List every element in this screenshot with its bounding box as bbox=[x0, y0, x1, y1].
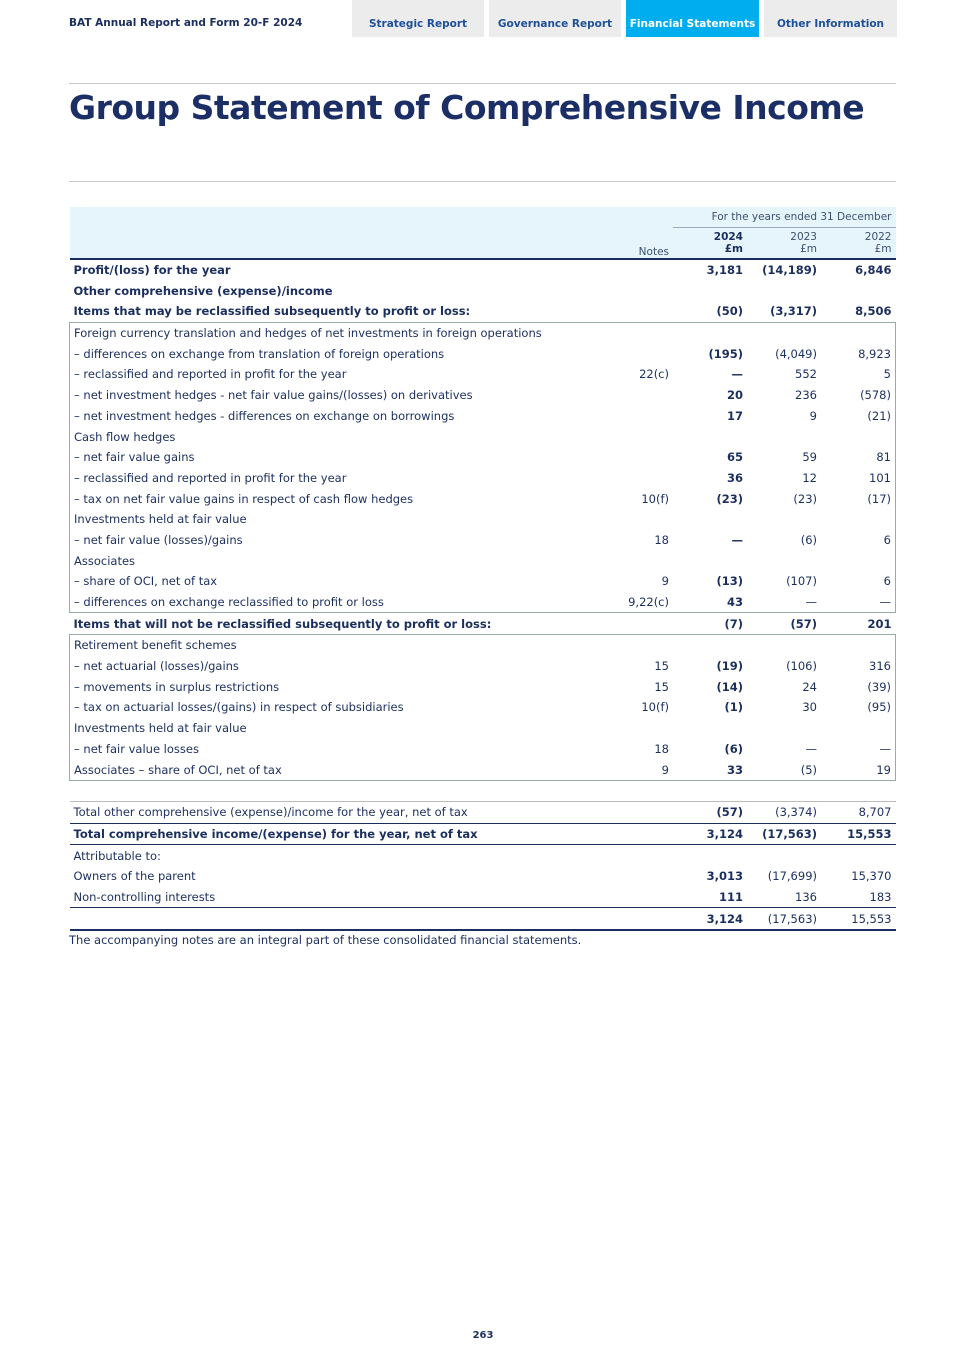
value-2023: (6) bbox=[800, 532, 817, 547]
row-note bbox=[575, 845, 673, 866]
table-row bbox=[70, 259, 896, 281]
table-row bbox=[70, 280, 896, 301]
tab-governance-report[interactable]: Governance Report bbox=[489, 0, 621, 37]
value-2023: 59 bbox=[802, 450, 817, 465]
value-2024: — bbox=[731, 367, 743, 382]
value-2023: (3,317) bbox=[770, 304, 817, 319]
value-2024 bbox=[673, 780, 747, 801]
row-label: Associates – share of OCI, net of tax bbox=[70, 759, 576, 780]
row-label: Profit/(loss) for the year bbox=[73, 263, 231, 278]
report-brand: BAT Annual Report and Form 20-F 2024 bbox=[69, 17, 303, 29]
row-note: 9 bbox=[575, 759, 673, 780]
value-2022 bbox=[821, 845, 896, 866]
footnote: The accompanying notes are an integral part of these consolidated financial statements. bbox=[69, 933, 582, 947]
row-note bbox=[575, 908, 673, 930]
value-2023: (57) bbox=[790, 616, 817, 631]
value-2024: (14) bbox=[716, 679, 743, 694]
row-note: 9 bbox=[661, 574, 669, 589]
row-note: 10(f) bbox=[641, 700, 669, 715]
row-note bbox=[575, 406, 673, 427]
table-row bbox=[70, 488, 896, 509]
value-2023: (107) bbox=[786, 574, 817, 589]
value-2022: (39) bbox=[821, 676, 896, 697]
value-2023: (17,563) bbox=[747, 908, 821, 930]
row-note: 18 bbox=[654, 532, 669, 547]
table-row bbox=[70, 780, 896, 801]
table-row bbox=[70, 635, 896, 656]
value-2023: 24 bbox=[802, 679, 817, 694]
value-2022: (21) bbox=[821, 406, 896, 427]
table-row bbox=[70, 343, 896, 364]
row-note bbox=[575, 343, 673, 364]
value-2022: 201 bbox=[867, 616, 892, 631]
value-2022 bbox=[821, 322, 896, 343]
value-2022 bbox=[821, 280, 896, 301]
table-row bbox=[70, 550, 896, 571]
value-2024: 17 bbox=[726, 408, 743, 423]
value-2022: 183 bbox=[821, 887, 896, 908]
row-note bbox=[575, 887, 673, 908]
value-2024: — bbox=[731, 532, 743, 547]
value-2022: 6 bbox=[821, 571, 896, 592]
row-label bbox=[70, 780, 576, 801]
row-label: – movements in surplus restrictions bbox=[70, 676, 576, 697]
value-2024: (195) bbox=[708, 346, 743, 361]
row-label: Items that will not be reclassified subsequently to profit or loss: bbox=[73, 616, 492, 631]
value-2023: (106) bbox=[786, 659, 817, 674]
value-2022 bbox=[821, 635, 896, 656]
value-2022 bbox=[821, 780, 896, 801]
row-label: – share of OCI, net of tax bbox=[70, 571, 576, 592]
table-row bbox=[70, 571, 896, 592]
value-2022: (95) bbox=[821, 697, 896, 718]
tab-strategic-report[interactable]: Strategic Report bbox=[352, 0, 484, 37]
row-note: 22(c) bbox=[639, 367, 669, 382]
value-2023: (3,374) bbox=[747, 801, 821, 823]
value-2024: 20 bbox=[726, 388, 743, 403]
table-row bbox=[70, 845, 896, 866]
value-2024: 3,181 bbox=[706, 263, 743, 278]
row-label: Associates bbox=[70, 550, 576, 571]
table-row bbox=[70, 509, 896, 530]
row-label: Total comprehensive income/(expense) for the year, net of tax bbox=[70, 823, 576, 845]
row-note bbox=[575, 468, 673, 489]
table-row bbox=[70, 301, 896, 322]
table-row bbox=[70, 739, 896, 760]
value-2023: 30 bbox=[802, 700, 817, 715]
comprehensive-income-table bbox=[69, 207, 896, 931]
value-2023: (4,049) bbox=[775, 346, 817, 361]
row-label: Items that may be reclassified subsequently to profit or loss: bbox=[73, 304, 471, 319]
table-row bbox=[70, 759, 896, 780]
value-2022: 19 bbox=[821, 759, 896, 780]
value-2024 bbox=[673, 845, 747, 866]
value-2022: 6,846 bbox=[855, 263, 892, 278]
value-2024: 65 bbox=[726, 450, 743, 465]
table-row bbox=[70, 447, 896, 468]
row-label: – net actuarial (losses)/gains bbox=[70, 656, 576, 677]
row-note: 9,22(c) bbox=[575, 592, 673, 613]
value-2024: (6) bbox=[724, 741, 743, 756]
row-note bbox=[575, 509, 673, 530]
value-2023 bbox=[747, 635, 821, 656]
value-2023 bbox=[747, 718, 821, 739]
tab-other-information[interactable]: Other Information bbox=[764, 0, 897, 37]
table-row bbox=[70, 322, 896, 343]
value-2023: (17,563) bbox=[747, 823, 821, 845]
value-2022: 8,923 bbox=[821, 343, 896, 364]
value-2023 bbox=[747, 426, 821, 447]
value-2022: 15,370 bbox=[851, 869, 892, 884]
row-note bbox=[575, 718, 673, 739]
value-2023: 236 bbox=[795, 388, 817, 403]
value-2024: (23) bbox=[716, 491, 743, 506]
row-label: Attributable to: bbox=[73, 848, 161, 863]
value-2024 bbox=[673, 509, 747, 530]
table-row bbox=[70, 656, 896, 677]
row-label: – tax on actuarial losses/(gains) in respect of subsidiaries bbox=[70, 697, 576, 718]
value-2023 bbox=[747, 780, 821, 801]
value-2024: 33 bbox=[673, 759, 747, 780]
value-2024: 43 bbox=[673, 592, 747, 613]
value-2024 bbox=[673, 426, 747, 447]
row-label: Total other comprehensive (expense)/income for the year, net of tax bbox=[70, 801, 576, 823]
value-2024 bbox=[673, 280, 747, 301]
row-label: Owners of the parent bbox=[73, 869, 196, 884]
value-2023: 136 bbox=[747, 887, 821, 908]
table-row bbox=[70, 866, 896, 887]
row-note bbox=[575, 259, 673, 281]
value-2022: 6 bbox=[821, 530, 896, 551]
value-2022: 8,506 bbox=[855, 304, 892, 319]
row-note bbox=[575, 635, 673, 656]
row-note bbox=[575, 780, 673, 801]
row-label: – differences on exchange from translation of foreign operations bbox=[70, 343, 576, 364]
row-note bbox=[575, 426, 673, 447]
row-note bbox=[575, 550, 673, 571]
table-row bbox=[70, 613, 896, 635]
row-label: Investments held at fair value bbox=[70, 509, 576, 530]
table-row bbox=[70, 887, 896, 908]
value-2024 bbox=[673, 550, 747, 571]
value-2024 bbox=[673, 718, 747, 739]
value-2024: (1) bbox=[724, 700, 743, 715]
value-2023 bbox=[747, 509, 821, 530]
row-label: – tax on net fair value gains in respect of cash flow hedges bbox=[70, 488, 576, 509]
row-note bbox=[575, 866, 673, 887]
year-header-2022: 2022 £m bbox=[821, 228, 896, 259]
value-2023: — bbox=[805, 741, 817, 756]
value-2022: 101 bbox=[821, 468, 896, 489]
value-2024: 36 bbox=[726, 470, 743, 485]
row-note bbox=[575, 801, 673, 823]
table-row bbox=[70, 530, 896, 551]
value-2024: (13) bbox=[716, 574, 743, 589]
value-2024: 3,124 bbox=[673, 823, 747, 845]
row-label: – net fair value (losses)/gains bbox=[70, 530, 576, 551]
row-note bbox=[575, 823, 673, 845]
value-2022: 15,553 bbox=[821, 908, 896, 930]
value-2022: 8,707 bbox=[821, 801, 896, 823]
value-2023 bbox=[747, 550, 821, 571]
row-note: 15 bbox=[654, 679, 669, 694]
value-2022 bbox=[821, 718, 896, 739]
table-row bbox=[70, 801, 896, 823]
divider bbox=[69, 83, 896, 84]
notes-header: Notes bbox=[575, 228, 673, 259]
value-2023: 9 bbox=[809, 408, 817, 423]
row-note bbox=[575, 301, 673, 322]
row-note bbox=[575, 447, 673, 468]
tab-financial-statements[interactable]: Financial Statements bbox=[626, 0, 759, 37]
row-note bbox=[575, 613, 673, 635]
page-title: Group Statement of Comprehensive Income bbox=[69, 88, 865, 127]
row-label: Cash flow hedges bbox=[70, 426, 576, 447]
table-row bbox=[70, 697, 896, 718]
table-row bbox=[70, 364, 896, 385]
value-2023 bbox=[747, 280, 821, 301]
period-label: For the years ended 31 December bbox=[673, 207, 896, 228]
table-row bbox=[70, 385, 896, 406]
value-2023: 552 bbox=[795, 367, 817, 382]
value-2023: (17,699) bbox=[767, 869, 817, 884]
value-2022: 5 bbox=[821, 364, 896, 385]
row-label: – net fair value losses bbox=[70, 739, 576, 760]
value-2023: (5) bbox=[747, 759, 821, 780]
table-row bbox=[70, 718, 896, 739]
row-note: 18 bbox=[654, 741, 669, 756]
row-label: – reclassified and reported in profit for the year bbox=[70, 364, 576, 385]
value-2023: 12 bbox=[802, 470, 817, 485]
value-2024: 111 bbox=[673, 887, 747, 908]
value-2022 bbox=[821, 426, 896, 447]
value-2024: 3,013 bbox=[706, 869, 743, 884]
value-2024: (50) bbox=[716, 304, 743, 319]
row-label: – net investment hedges - differences on exchange on borrowings bbox=[70, 406, 576, 427]
row-label: Retirement benefit schemes bbox=[70, 635, 576, 656]
value-2024: (7) bbox=[724, 616, 743, 631]
row-label: Investments held at fair value bbox=[70, 718, 576, 739]
table-row bbox=[70, 676, 896, 697]
table-row bbox=[70, 592, 896, 613]
row-note bbox=[575, 385, 673, 406]
year-header-2023: 2023 £m bbox=[747, 228, 821, 259]
row-label bbox=[70, 908, 576, 930]
value-2024: (19) bbox=[716, 659, 743, 674]
table-row bbox=[70, 468, 896, 489]
table-row bbox=[70, 426, 896, 447]
divider bbox=[69, 181, 896, 182]
value-2023: (14,189) bbox=[762, 263, 817, 278]
row-label: Foreign currency translation and hedges of net investments in foreign operations bbox=[70, 322, 576, 343]
row-label: – differences on exchange reclassified to profit or loss bbox=[70, 592, 576, 613]
value-2022: (578) bbox=[821, 385, 896, 406]
value-2024: (57) bbox=[673, 801, 747, 823]
value-2024 bbox=[673, 322, 747, 343]
row-label: – reclassified and reported in profit for the year bbox=[70, 468, 576, 489]
table-row bbox=[70, 406, 896, 427]
value-2022 bbox=[821, 509, 896, 530]
table-row bbox=[70, 823, 896, 845]
row-note: 15 bbox=[654, 659, 669, 674]
year-header-2024: 2024 £m bbox=[673, 228, 747, 259]
value-2022: — bbox=[821, 739, 896, 760]
value-2022: — bbox=[821, 592, 896, 613]
row-label: Non-controlling interests bbox=[70, 887, 576, 908]
page-number: 263 bbox=[472, 1330, 494, 1341]
value-2023: (23) bbox=[793, 491, 817, 506]
value-2023 bbox=[747, 845, 821, 866]
value-2022: 316 bbox=[821, 656, 896, 677]
row-note bbox=[575, 322, 673, 343]
value-2023 bbox=[747, 322, 821, 343]
value-2023: — bbox=[747, 592, 821, 613]
value-2022: 81 bbox=[821, 447, 896, 468]
row-note: 10(f) bbox=[641, 491, 669, 506]
value-2024: 3,124 bbox=[673, 908, 747, 930]
value-2022: 15,553 bbox=[821, 823, 896, 845]
row-label: Other comprehensive (expense)/income bbox=[73, 283, 333, 298]
row-label: – net investment hedges - net fair value gains/(losses) on derivatives bbox=[70, 385, 576, 406]
value-2022: (17) bbox=[821, 488, 896, 509]
value-2022 bbox=[821, 550, 896, 571]
row-label: – net fair value gains bbox=[70, 447, 576, 468]
value-2024 bbox=[673, 635, 747, 656]
table-row bbox=[70, 908, 896, 930]
row-note bbox=[575, 280, 673, 301]
